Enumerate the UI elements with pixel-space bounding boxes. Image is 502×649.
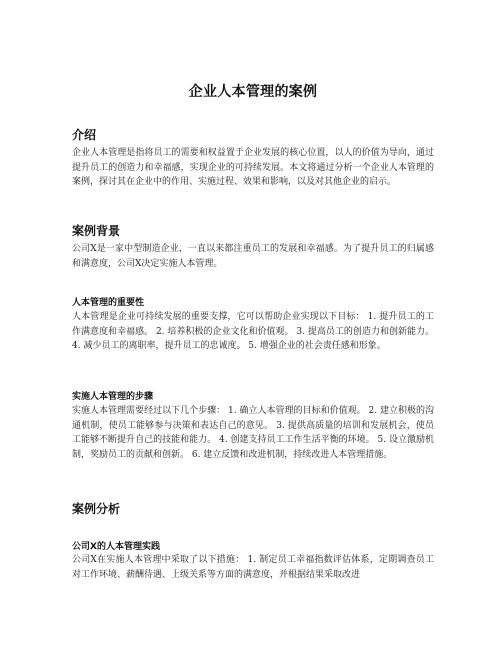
paragraph-importance: 人本管理是企业可持续发展的重要支撑，它可以帮助企业实现以下目标： 1. 提升员工的工作满意度和幸福感。 2. 培养积极的企业文化和价值观。 3. 提高员工的创造力和创新能力。 4. 减少员工的离职率，提升员工的忠诚度。 5. 增强企业的社会责任感和形象。 [72, 312, 434, 351]
document-title: 企业人本管理的案例 [188, 84, 318, 100]
subsection-heading-practice: 公司X的人本管理实践 [72, 542, 160, 552]
subsection-heading-steps: 实施人本管理的步骤 [72, 392, 154, 402]
subsection-heading-importance: 人本管理的重要性 [72, 298, 145, 308]
paragraph-steps: 实施人本管理需要经过以下几个步骤： 1. 确立人本管理的目标和价值观。 2. 建立积极的沟通机制，使员工能够参与决策和表达自己的意见。 3. 提供高质量的培训和发展机会，使员工能够不断提升自己的技能和能力。 4. 创建支持员工工作生活平衡的环境。 5. 设立激励机制，奖励员工的贡献和创新。 6. 建立反馈和改进机制，持续改进人本管理措施。 [72, 406, 434, 460]
section-heading-analysis: 案例分析 [72, 502, 121, 516]
paragraph-intro: 企业人本管理是指将员工的需要和权益置于企业发展的核心位置，以人的价值为导向，通过提升员工的创造力和幸福感，实现企业的可持续发展。本文将通过分析一个企业人本管理的案例，探讨其在企业中的作用、实施过程、效果和影响，以及对其他企业的启示。 [72, 148, 434, 187]
paragraph-background: 公司X是一家中型制造企业，一直以来都注重员工的发展和幸福感。为了提升员工的归属感和满意度，公司X决定实施人本管理。 [72, 244, 434, 269]
paragraph-practice: 公司X在实施人本管理中采取了以下措施： 1. 制定员工幸福指数评估体系，定期调查员工对工作环境、薪酬待遇、上级关系等方面的满意度，并根据结果采取改进 [72, 555, 434, 580]
section-heading-background: 案例背景 [72, 224, 121, 238]
section-heading-intro: 介绍 [72, 128, 97, 142]
